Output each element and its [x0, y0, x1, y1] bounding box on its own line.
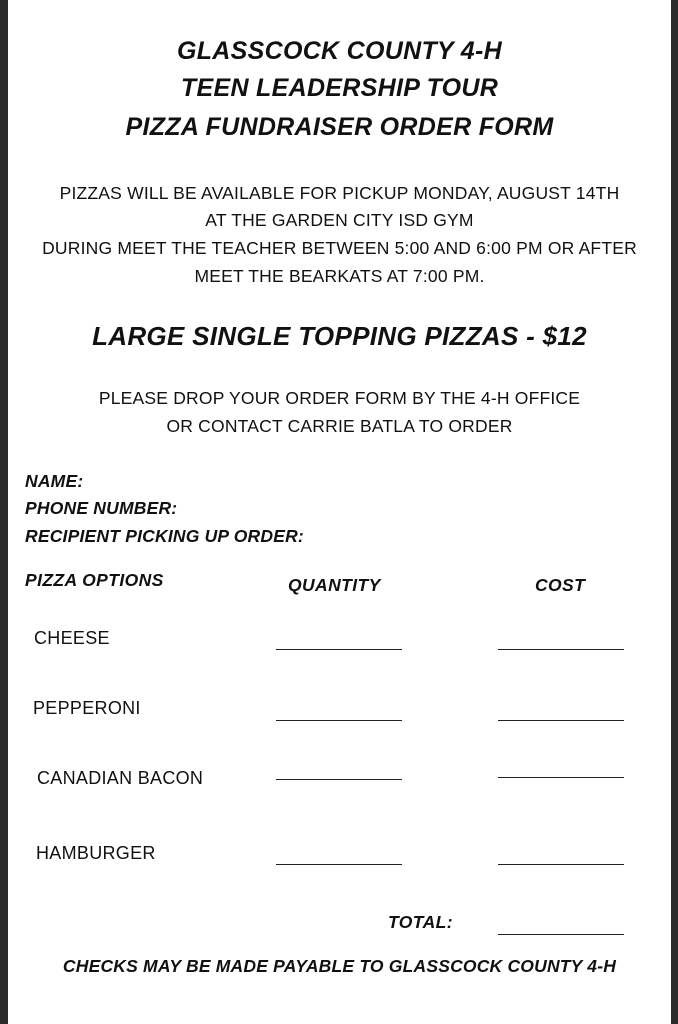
canadian-bacon-cost-line[interactable] — [498, 777, 624, 778]
title-line-1: GLASSCOCK COUNTY 4-H — [176, 37, 502, 65]
pickup-info-line-1: PIZZAS WILL BE AVAILABLE FOR PICKUP MONDAY, AUGUST 14TH — [59, 183, 620, 203]
total-cost-line[interactable] — [498, 934, 624, 935]
cost-header: COST — [535, 575, 586, 595]
pepperoni-quantity-line[interactable] — [276, 720, 402, 721]
instructions-line-1: PLEASE DROP YOUR ORDER FORM BY THE 4-H OFFICE — [98, 388, 581, 408]
cheese-quantity-line[interactable] — [276, 649, 402, 650]
hamburger-quantity-line[interactable] — [276, 864, 402, 865]
option-hamburger: HAMBURGER — [36, 843, 156, 863]
left-edge-border — [0, 0, 8, 1024]
name-label: NAME: — [25, 471, 84, 491]
pepperoni-cost-line[interactable] — [498, 720, 624, 721]
quantity-header: QUANTITY — [288, 575, 381, 595]
title-line-2: TEEN LEADERSHIP TOUR — [180, 74, 499, 102]
price-banner: LARGE SINGLE TOPPING PIZZAS - $12 — [92, 321, 587, 351]
recipient-label: RECIPIENT PICKING UP ORDER: — [25, 526, 304, 546]
total-label: TOTAL: — [388, 912, 453, 932]
pickup-info-line-3: DURING MEET THE TEACHER BETWEEN 5:00 AND 6:00 PM OR AFTER — [42, 238, 637, 258]
hamburger-cost-line[interactable] — [498, 864, 624, 865]
option-canadian-bacon: CANADIAN BACON — [37, 768, 204, 788]
cheese-cost-line[interactable] — [498, 649, 624, 650]
payment-footer: CHECKS MAY BE MADE PAYABLE TO GLASSCOCK COUNTY 4-H — [62, 956, 617, 976]
canadian-bacon-quantity-line[interactable] — [276, 779, 402, 780]
instructions-line-2: OR CONTACT CARRIE BATLA TO ORDER — [166, 416, 513, 436]
pickup-info-line-4: MEET THE BEARKATS AT 7:00 PM. — [194, 266, 485, 286]
option-cheese: CHEESE — [34, 628, 110, 648]
phone-number-label: PHONE NUMBER: — [25, 498, 178, 518]
pizza-options-header: PIZZA OPTIONS — [25, 570, 164, 590]
title-line-3: PIZZA FUNDRAISER ORDER FORM — [125, 113, 554, 141]
option-pepperoni: PEPPERONI — [33, 698, 141, 718]
right-edge-border — [671, 0, 678, 1024]
pickup-info-line-2: AT THE GARDEN CITY ISD GYM — [205, 210, 474, 230]
